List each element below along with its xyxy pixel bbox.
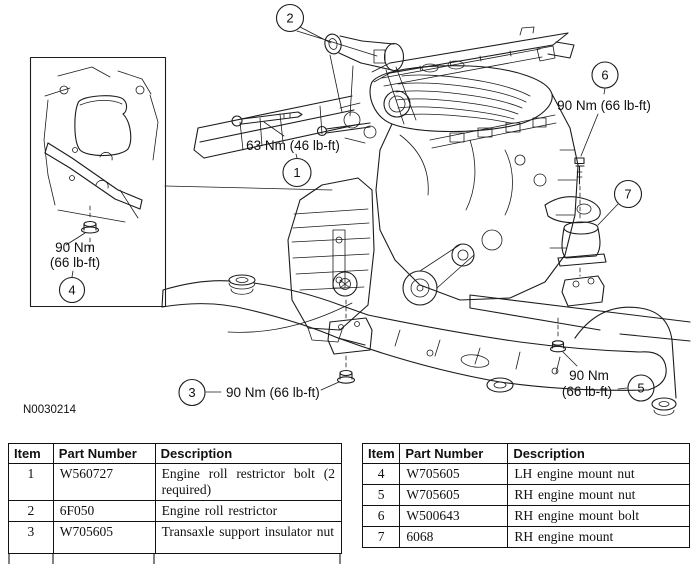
roll-restrictor-bolts [232, 112, 370, 136]
part-number: W500643 [400, 505, 508, 526]
table-row [9, 501, 342, 522]
table-row [363, 464, 690, 485]
part-number: W705605 [53, 521, 155, 553]
torque-label-1: 63 Nm (46 lb-ft) [246, 138, 340, 153]
callout-2-number: 2 [286, 10, 294, 26]
inset-leader-line [165, 186, 332, 190]
callout-1-number: 1 [293, 165, 301, 180]
col-header-item: Item [363, 444, 400, 464]
callout-7-number: 7 [624, 186, 632, 202]
transaxle-support-nut [338, 371, 355, 384]
part-description: Engine roll restrictor bolt (2 required) [155, 464, 341, 501]
part-number: 6068 [400, 526, 508, 547]
item-number: 2 [9, 501, 54, 522]
callout-6-number: 6 [601, 67, 609, 83]
callout-2 [277, 5, 378, 57]
transaxle [288, 178, 374, 342]
table-row [9, 444, 342, 464]
item-number: 3 [9, 521, 54, 553]
callout-7 [598, 181, 642, 226]
item-number: 5 [363, 484, 400, 505]
parts-table-right [362, 443, 690, 548]
part-description: LH engine mount nut [508, 464, 690, 485]
part-description: Transaxle support insulator nut [155, 521, 341, 553]
table-row [363, 444, 690, 464]
radiator-support-beam [372, 27, 574, 86]
item-number: 6 [363, 505, 400, 526]
lh-mount-nut [82, 222, 99, 234]
col-header-description: Description [508, 444, 690, 464]
callout-5 [562, 368, 654, 401]
parts-table-left [8, 443, 342, 554]
callout-4 [50, 240, 100, 303]
torque-label-4-line1: 90 Nm [55, 240, 95, 255]
engine-block [340, 94, 578, 305]
torque-label-3: 90 Nm (66 lb-ft) [226, 385, 320, 400]
part-description: RH engine mount nut [508, 484, 690, 505]
table-row [363, 484, 690, 505]
item-number: 7 [363, 526, 400, 547]
col-header-part-number: Part Number [53, 444, 155, 464]
item-number: 1 [9, 464, 54, 501]
table-row [363, 526, 690, 547]
callout-6 [557, 62, 651, 156]
part-number: W705605 [400, 464, 508, 485]
callout-3-number: 3 [188, 385, 196, 400]
callout-3 [179, 380, 339, 406]
part-description: RH engine mount [508, 526, 690, 547]
col-header-item: Item [9, 444, 54, 464]
part-description: RH engine mount bolt [508, 505, 690, 526]
col-header-part-number: Part Number [400, 444, 508, 464]
figure-code: N0030214 [23, 404, 77, 416]
part-number: W705605 [400, 484, 508, 505]
item-number: 4 [363, 464, 400, 485]
callout-5-number: 5 [637, 380, 645, 396]
callout-4-number: 4 [68, 282, 76, 298]
table-row [363, 505, 690, 526]
part-number: W560727 [53, 464, 155, 501]
col-header-description: Description [155, 444, 341, 464]
torque-label-5-line1: 90 Nm [569, 368, 609, 383]
table-row [9, 464, 342, 501]
torque-label-4-line2: (66 lb-ft) [49, 255, 101, 270]
torque-label-5-line2: (66 lb-ft) [561, 384, 613, 399]
part-description: Engine roll restrictor [155, 501, 341, 522]
torque-label-6: 90 Nm (66 lb-ft) [557, 98, 651, 113]
part-number: 6F050 [53, 501, 155, 522]
table-row [9, 521, 342, 553]
